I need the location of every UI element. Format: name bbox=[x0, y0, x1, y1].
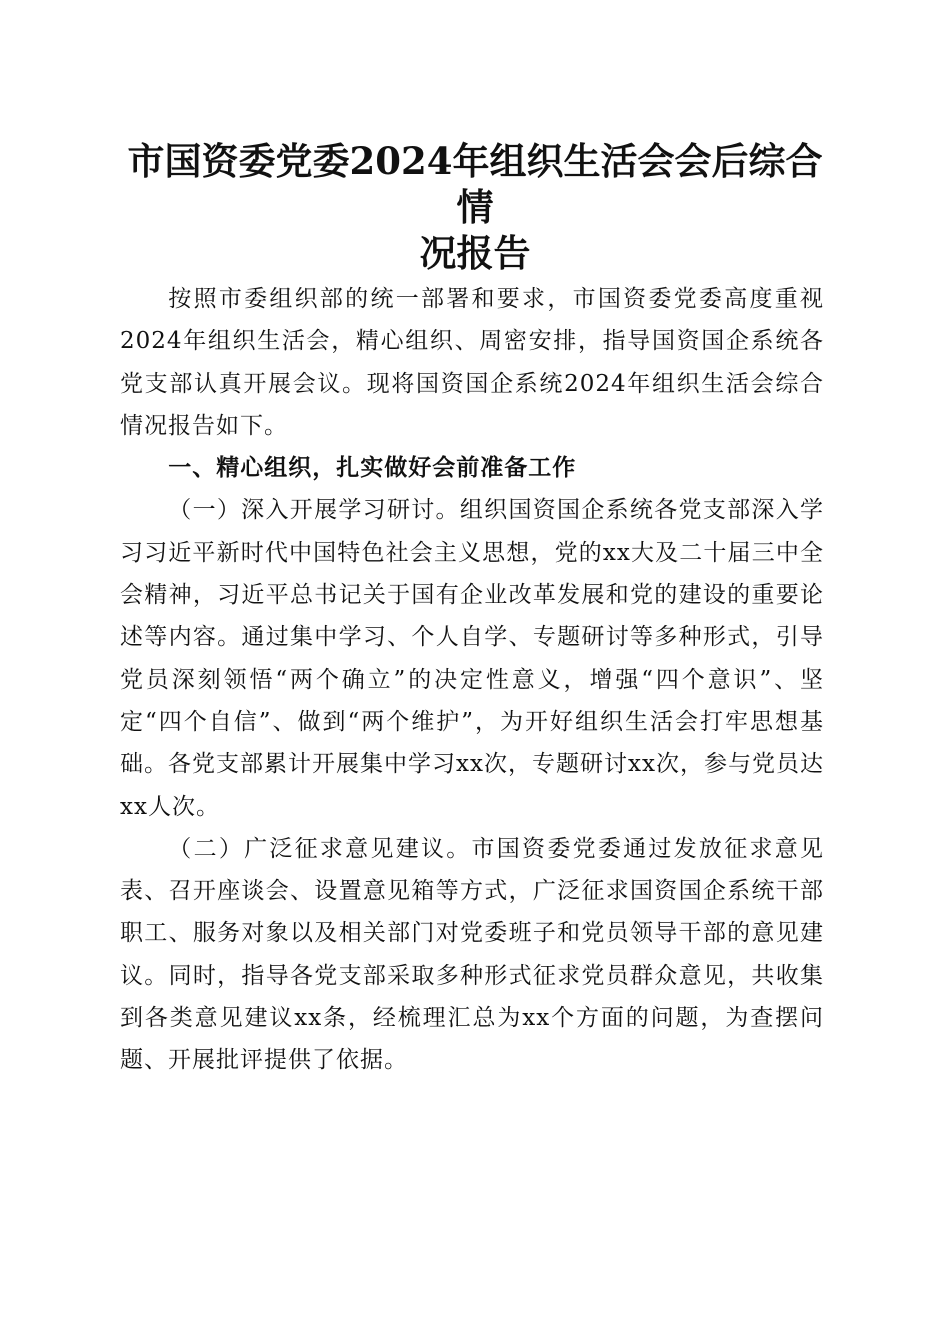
intro-paragraph: 按照市委组织部的统一部署和要求，市国资委党委高度重视2024年组织生活会，精心组织、周密安排，指导国资国企系统各党支部认真开展会议。现将国资国企系统2024年组织生活会综合情况报告如下。 bbox=[120, 286, 824, 439]
item-1-text: 组织国资国企系统各党支部深入学习习近平新时代中国特色社会主义思想，党的xx大及二十届三中全会精神，习近平总书记关于国有企业改革发展和党的建设的重要论述等内容。通过集中学习、个人自学、专题研讨等多种形式，引导党员深刻领悟“两个确立”的决定性意义，增强“四个意识”、坚定“四个自信”、做到“两个维护”，为开好组织生活会打牢思想基础。各党支部累计开展集中学习xx次，专题研讨xx次，参与党员达xx人次。 bbox=[120, 497, 825, 820]
title-line-2: 况报告 bbox=[419, 231, 531, 275]
document-body bbox=[120, 278, 824, 1082]
title-line-1: 市国资委党委2024年组织生活会会后综合情 bbox=[127, 139, 823, 229]
item-2-paragraph bbox=[120, 828, 824, 1082]
item-2-text: 市国资委党委通过发放征求意见表、召开座谈会、设置意见箱等方式，广泛征求国资国企系统干部职工、服务对象以及相关部门对党委班子和党员领导干部的意见建议。同时，指导各党支部采取多种形式征求党员群众意见，共收集到各类意见建议xx条，经梳理汇总为xx个方面的问题，为查摆问题、开展批评提供了依据。 bbox=[120, 835, 825, 1074]
document-title bbox=[120, 138, 830, 276]
item-1-paragraph bbox=[120, 489, 824, 827]
item-2-label: （二）广泛征求意见建议。 bbox=[168, 835, 472, 862]
section-1-heading: 一、精心组织，扎实做好会前准备工作 bbox=[168, 455, 577, 482]
item-1-label: （一）深入开展学习研讨。 bbox=[168, 497, 460, 524]
